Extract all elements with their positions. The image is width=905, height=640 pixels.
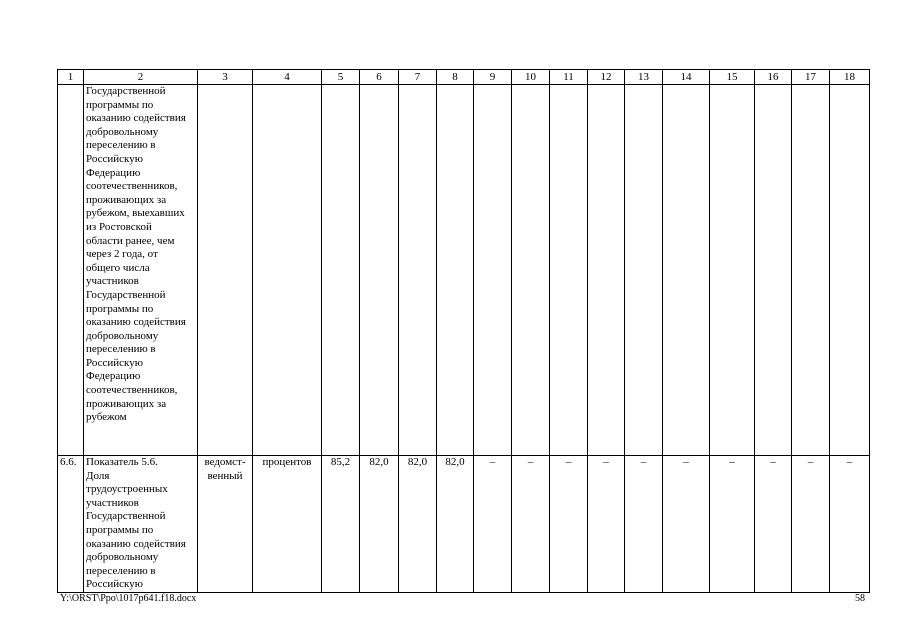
header-cell: 18 bbox=[830, 70, 870, 85]
value-cell bbox=[710, 85, 755, 456]
value-cell: 85,2 bbox=[322, 456, 360, 593]
value-cell: 82,0 bbox=[399, 456, 437, 593]
value-cell bbox=[474, 85, 512, 456]
header-cell: 16 bbox=[755, 70, 792, 85]
header-cell: 3 bbox=[198, 70, 253, 85]
header-cell: 9 bbox=[474, 70, 512, 85]
value-cell bbox=[588, 85, 625, 456]
page-number: 58 bbox=[855, 593, 865, 604]
header-cell: 1 bbox=[58, 70, 84, 85]
value-cell bbox=[512, 85, 550, 456]
footer-file-path: Y:\ORST\Ppo\1017p641.f18.docx bbox=[60, 593, 197, 604]
column-number-header bbox=[58, 70, 870, 85]
header-cell: 4 bbox=[253, 70, 322, 85]
header-cell: 7 bbox=[399, 70, 437, 85]
table-row-continuation bbox=[58, 85, 870, 456]
header-cell: 17 bbox=[792, 70, 830, 85]
header-cell: 14 bbox=[663, 70, 710, 85]
value-cell: 82,0 bbox=[360, 456, 399, 593]
value-cell: – bbox=[550, 456, 588, 593]
header-row bbox=[58, 70, 870, 85]
header-cell: 15 bbox=[710, 70, 755, 85]
value-cell bbox=[437, 85, 474, 456]
value-cell bbox=[625, 85, 663, 456]
value-cell bbox=[322, 85, 360, 456]
row-number-cell bbox=[58, 85, 84, 456]
header-cell: 5 bbox=[322, 70, 360, 85]
header-cell: 2 bbox=[84, 70, 198, 85]
value-cell: – bbox=[710, 456, 755, 593]
value-cell: – bbox=[474, 456, 512, 593]
value-cell bbox=[550, 85, 588, 456]
value-cell bbox=[663, 85, 710, 456]
value-cell: – bbox=[512, 456, 550, 593]
indicator-name-cell: Показатель 5.6. Доля трудоустроенных участников Государственной программы по оказанию содействия добровольному переселению в Российскую bbox=[84, 456, 198, 593]
indicator-type-cell bbox=[198, 85, 253, 456]
header-cell: 13 bbox=[625, 70, 663, 85]
indicator-name-cell: Государственной программы по оказанию содействия добровольному переселению в Российскую Федерацию соотечественников, проживающих за рубежом, выехавших из Ростовской области ранее, чем через 2 года, от общего числа участников Государственной программы по оказанию содействия добровольному переселению в Российскую Федерацию соотечественников, проживающих за рубежом bbox=[84, 85, 198, 456]
header-cell: 8 bbox=[437, 70, 474, 85]
row-number-cell: 6.6. bbox=[58, 456, 84, 593]
value-cell: – bbox=[755, 456, 792, 593]
indicators-table bbox=[57, 69, 870, 593]
unit-cell bbox=[253, 85, 322, 456]
value-cell: – bbox=[625, 456, 663, 593]
value-cell bbox=[792, 85, 830, 456]
value-cell bbox=[399, 85, 437, 456]
value-cell bbox=[830, 85, 870, 456]
header-cell: 12 bbox=[588, 70, 625, 85]
value-cell: – bbox=[663, 456, 710, 593]
table-row-indicator-6-6 bbox=[58, 456, 870, 593]
value-cell: – bbox=[792, 456, 830, 593]
header-cell: 6 bbox=[360, 70, 399, 85]
unit-cell: процентов bbox=[253, 456, 322, 593]
indicator-type-cell: ведомст- венный bbox=[198, 456, 253, 593]
value-cell: – bbox=[830, 456, 870, 593]
value-cell: 82,0 bbox=[437, 456, 474, 593]
value-cell bbox=[360, 85, 399, 456]
header-cell: 10 bbox=[512, 70, 550, 85]
value-cell bbox=[755, 85, 792, 456]
header-cell: 11 bbox=[550, 70, 588, 85]
value-cell: – bbox=[588, 456, 625, 593]
